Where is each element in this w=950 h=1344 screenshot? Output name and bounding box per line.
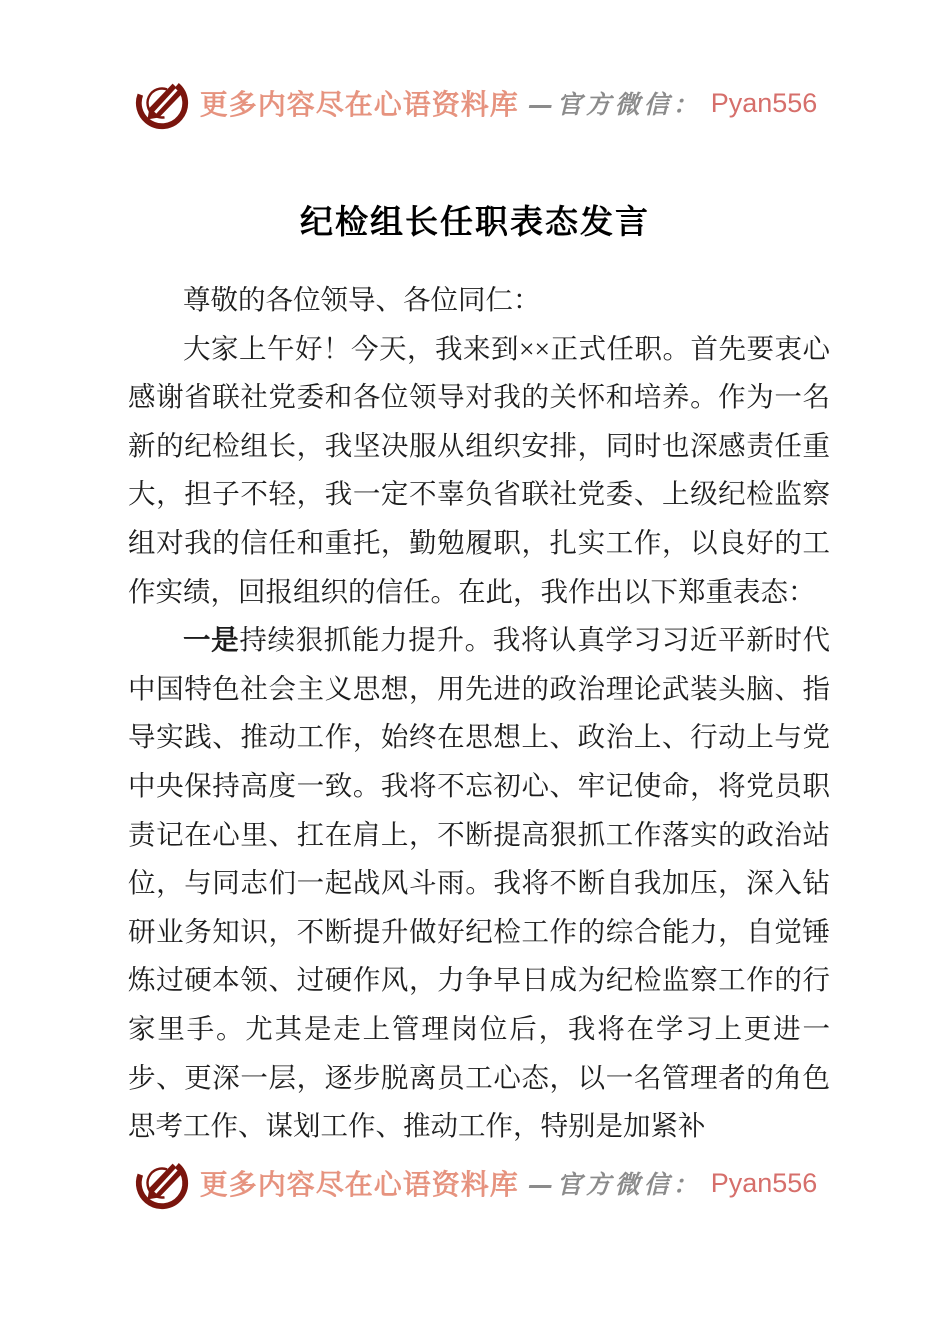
point-one-text: 持续狠抓能力提升。我将认真学习习近平新时代中国特色社会主义思想，用先进的政治理论武装头脑、指导实践、推动工作，始终在思想上、政治上、行动上与党中央保持高度一致。我将不忘初心、牢记使命，将党员职责记在心里、扛在肩上，不断提高狠抓工作落实的政治站位，与同志们一起战风斗雨。我将不断自我加压，深入钻研业务知识，不断提升做好纪检工作的综合能力，自觉锤炼过硬本领、过硬作风，力争早日成为纪检监察工作的行家里手。尤其是走上管理岗位后，我将在学习上更进一步、更深一层，逐步脱离员工心态，以一名管理者的角色思考工作、谋划工作、推动工作，特别是加紧补 (128, 624, 831, 1142)
document-title: 纪检组长任职表态发言 (300, 205, 650, 241)
header-watermark (0, 74, 950, 132)
watermark-brand-text: 更多内容尽在心语资料库 (199, 90, 519, 121)
watermark-wechat-label: —官方微信： (527, 1170, 702, 1199)
opening-paragraph: 大家上午好！今天，我来到××正式任职。首先要衷心感谢省联社党委和各位领导对我的关怀和培养。作为一名新的纪检组长，我坚决服从组织安排，同时也深感责任重大，担子不轻，我一定不辜负省联社党委、上级纪检监察组对我的信任和重托，勤勉履职，扎实工作，以良好的工作实绩，回报组织的信任。在此，我作出以下郑重表态： (128, 332, 830, 607)
pen-brand-logo-icon (133, 74, 191, 132)
watermark-wechat-id: Pyan556 (710, 87, 818, 118)
point-one-lead: 一是 (183, 624, 240, 656)
pen-brand-logo-icon (133, 1154, 191, 1212)
watermark-wechat-id: Pyan556 (710, 1167, 818, 1198)
point-one-paragraph (128, 616, 830, 1151)
document-body (128, 276, 830, 1151)
watermark-wechat-label: —官方微信： (527, 90, 702, 119)
watermark-brand-text: 更多内容尽在心语资料库 (199, 1170, 519, 1201)
footer-watermark (0, 1154, 950, 1212)
salutation-line: 尊敬的各位领导、各位同仁： (183, 284, 541, 315)
